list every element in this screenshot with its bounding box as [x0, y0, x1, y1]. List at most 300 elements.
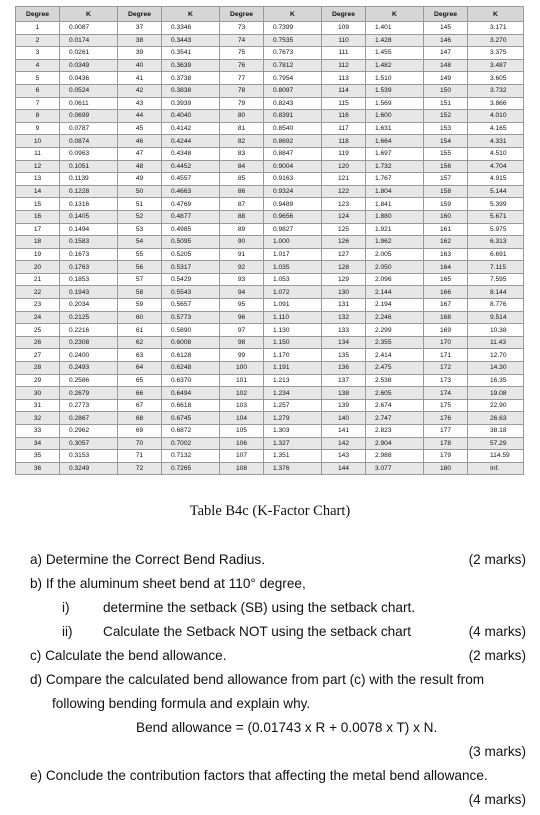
table-row — [16, 122, 524, 135]
k-factor-cell: 0.4769 — [162, 198, 220, 211]
k-factor-cell: 2.299 — [366, 324, 424, 337]
table-row — [16, 412, 524, 425]
table-row — [16, 22, 524, 35]
degree-cell: 108 — [220, 462, 264, 475]
k-factor-cell: 2.144 — [366, 286, 424, 299]
k-factor-cell: 0.8243 — [264, 97, 322, 110]
degree-cell: 142 — [322, 437, 366, 450]
k-factor-cell: 2.355 — [366, 336, 424, 349]
table-row — [16, 198, 524, 211]
degree-cell: 110 — [322, 34, 366, 47]
k-factor-cell: 3.077 — [366, 462, 424, 475]
degree-cell: 27 — [16, 349, 60, 362]
k-factor-cell: 0.4663 — [162, 185, 220, 198]
degree-cell: 119 — [322, 147, 366, 160]
degree-cell: 33 — [16, 425, 60, 438]
degree-cell: 135 — [322, 349, 366, 362]
k-factor-cell: 0.5095 — [162, 236, 220, 249]
k-factor-cell: Inf. — [468, 462, 524, 475]
k-factor-cell: 0.7812 — [264, 59, 322, 72]
k-factor-cell: 3.605 — [468, 72, 524, 85]
degree-cell: 175 — [424, 399, 468, 412]
degree-cell: 172 — [424, 362, 468, 375]
k-factor-cell: 3.487 — [468, 59, 524, 72]
k-factor-cell: 1.130 — [264, 324, 322, 337]
degree-cell: 99 — [220, 349, 264, 362]
k-factor-cell: 0.7954 — [264, 72, 322, 85]
degree-cell: 145 — [424, 22, 468, 35]
table-row — [16, 336, 524, 349]
k-factor-cell: 1.376 — [264, 462, 322, 475]
k-factor-cell: 0.5317 — [162, 261, 220, 274]
table-row — [16, 437, 524, 450]
column-header-degree: Degree — [118, 7, 162, 22]
degree-cell: 38 — [118, 34, 162, 47]
k-factor-cell: 0.2493 — [60, 362, 118, 375]
k-factor-cell: 0.1494 — [60, 223, 118, 236]
k-factor-cell: 0.3153 — [60, 450, 118, 463]
degree-cell: 80 — [220, 110, 264, 123]
table-row — [16, 223, 524, 236]
degree-cell: 12 — [16, 160, 60, 173]
k-factor-cell: 0.1228 — [60, 185, 118, 198]
degree-cell: 176 — [424, 412, 468, 425]
degree-cell: 5 — [16, 72, 60, 85]
k-factor-cell: 1.962 — [366, 236, 424, 249]
degree-cell: 22 — [16, 286, 60, 299]
k-factor-cell: 1.539 — [366, 84, 424, 97]
k-factor-cell: 16.35 — [468, 374, 524, 387]
degree-cell: 101 — [220, 374, 264, 387]
k-factor-cell: 26.63 — [468, 412, 524, 425]
k-factor-cell: 1.110 — [264, 311, 322, 324]
k-factor-cell: 5.144 — [468, 185, 524, 198]
degree-cell: 29 — [16, 374, 60, 387]
k-factor-cell: 0.7132 — [162, 450, 220, 463]
degree-cell: 139 — [322, 399, 366, 412]
degree-cell: 89 — [220, 223, 264, 236]
k-factor-table — [15, 6, 524, 475]
question-d-marks: (3 marks) — [468, 744, 526, 759]
k-factor-cell: 0.9656 — [264, 210, 322, 223]
k-factor-cell: 0.2034 — [60, 299, 118, 312]
k-factor-cell: 0.4348 — [162, 147, 220, 160]
degree-cell: 48 — [118, 160, 162, 173]
degree-cell: 2 — [16, 34, 60, 47]
k-factor-cell: 0.8391 — [264, 110, 322, 123]
k-factor-cell: 0.2308 — [60, 336, 118, 349]
degree-cell: 68 — [118, 412, 162, 425]
k-factor-cell: 0.2679 — [60, 387, 118, 400]
degree-cell: 76 — [220, 59, 264, 72]
degree-cell: 171 — [424, 349, 468, 362]
degree-cell: 153 — [424, 122, 468, 135]
k-factor-cell: 1.921 — [366, 223, 424, 236]
degree-cell: 165 — [424, 273, 468, 286]
k-factor-cell: 7.595 — [468, 273, 524, 286]
question-b-i-number: i) — [62, 600, 70, 615]
column-header-degree: Degree — [424, 7, 468, 22]
degree-cell: 150 — [424, 84, 468, 97]
degree-cell: 3 — [16, 47, 60, 60]
degree-cell: 113 — [322, 72, 366, 85]
k-factor-cell: 1.880 — [366, 210, 424, 223]
degree-cell: 123 — [322, 198, 366, 211]
k-factor-cell: 0.2216 — [60, 324, 118, 337]
k-factor-cell: 2.475 — [366, 362, 424, 375]
table-row — [16, 286, 524, 299]
degree-cell: 118 — [322, 135, 366, 148]
degree-cell: 102 — [220, 387, 264, 400]
k-factor-cell: 0.0611 — [60, 97, 118, 110]
k-factor-cell: 1.035 — [264, 261, 322, 274]
degree-cell: 36 — [16, 462, 60, 475]
column-header-degree: Degree — [322, 7, 366, 22]
degree-cell: 11 — [16, 147, 60, 160]
degree-cell: 178 — [424, 437, 468, 450]
k-factor-cell: 0.0699 — [60, 110, 118, 123]
degree-cell: 25 — [16, 324, 60, 337]
k-factor-cell: 0.5657 — [162, 299, 220, 312]
degree-cell: 98 — [220, 336, 264, 349]
k-factor-cell: 0.2867 — [60, 412, 118, 425]
degree-cell: 41 — [118, 72, 162, 85]
k-factor-cell: 0.0087 — [60, 22, 118, 35]
degree-cell: 74 — [220, 34, 264, 47]
degree-cell: 126 — [322, 236, 366, 249]
k-factor-cell: 1.732 — [366, 160, 424, 173]
column-header-degree: Degree — [220, 7, 264, 22]
k-factor-cell: 3.732 — [468, 84, 524, 97]
table-row — [16, 261, 524, 274]
table-row — [16, 311, 524, 324]
degree-cell: 93 — [220, 273, 264, 286]
degree-cell: 170 — [424, 336, 468, 349]
k-factor-cell: 0.6248 — [162, 362, 220, 375]
question-d-line-2: following bending formula and explain why. — [52, 696, 311, 711]
k-factor-cell: 7.115 — [468, 261, 524, 274]
degree-cell: 4 — [16, 59, 60, 72]
column-header-k: K — [366, 7, 424, 22]
table-row — [16, 399, 524, 412]
degree-cell: 127 — [322, 248, 366, 261]
degree-cell: 59 — [118, 299, 162, 312]
k-factor-cell: 4.704 — [468, 160, 524, 173]
k-factor-cell: 1.191 — [264, 362, 322, 375]
k-factor-cell: 0.6618 — [162, 399, 220, 412]
k-factor-cell: 2.414 — [366, 349, 424, 362]
degree-cell: 62 — [118, 336, 162, 349]
k-factor-cell: 1.150 — [264, 336, 322, 349]
degree-cell: 106 — [220, 437, 264, 450]
k-factor-cell: 0.0436 — [60, 72, 118, 85]
k-factor-cell: 0.1673 — [60, 248, 118, 261]
degree-cell: 70 — [118, 437, 162, 450]
k-factor-cell: 2.096 — [366, 273, 424, 286]
table-row — [16, 349, 524, 362]
k-factor-cell: 0.3738 — [162, 72, 220, 85]
degree-cell: 44 — [118, 110, 162, 123]
degree-cell: 84 — [220, 160, 264, 173]
k-factor-cell: 0.7535 — [264, 34, 322, 47]
table-row — [16, 97, 524, 110]
k-factor-cell: 1.303 — [264, 425, 322, 438]
degree-cell: 136 — [322, 362, 366, 375]
degree-cell: 112 — [322, 59, 366, 72]
k-factor-cell: 1.091 — [264, 299, 322, 312]
degree-cell: 78 — [220, 84, 264, 97]
k-factor-cell: 0.2400 — [60, 349, 118, 362]
k-factor-cell: 1.170 — [264, 349, 322, 362]
degree-cell: 69 — [118, 425, 162, 438]
degree-cell: 8 — [16, 110, 60, 123]
degree-cell: 133 — [322, 324, 366, 337]
k-factor-cell: 1.804 — [366, 185, 424, 198]
degree-cell: 152 — [424, 110, 468, 123]
degree-cell: 17 — [16, 223, 60, 236]
k-factor-cell: 2.194 — [366, 299, 424, 312]
table-row — [16, 84, 524, 97]
degree-cell: 19 — [16, 248, 60, 261]
k-factor-cell: 0.9489 — [264, 198, 322, 211]
k-factor-cell: 0.0261 — [60, 47, 118, 60]
table-row — [16, 362, 524, 375]
degree-cell: 65 — [118, 374, 162, 387]
degree-cell: 91 — [220, 248, 264, 261]
k-factor-cell: 1.841 — [366, 198, 424, 211]
question-d-line-1: d) Compare the calculated bend allowance from part (c) with the result from — [30, 672, 485, 687]
k-factor-cell: 0.3939 — [162, 97, 220, 110]
k-factor-cell: 2.674 — [366, 399, 424, 412]
degree-cell: 28 — [16, 362, 60, 375]
degree-cell: 160 — [424, 210, 468, 223]
k-factor-cell: 0.7002 — [162, 437, 220, 450]
table-row — [16, 462, 524, 475]
k-factor-cell: 0.1316 — [60, 198, 118, 211]
table-row — [16, 387, 524, 400]
k-factor-cell: 0.4040 — [162, 110, 220, 123]
degree-cell: 50 — [118, 185, 162, 198]
degree-cell: 71 — [118, 450, 162, 463]
degree-cell: 16 — [16, 210, 60, 223]
degree-cell: 97 — [220, 324, 264, 337]
k-factor-cell: 0.3838 — [162, 84, 220, 97]
degree-cell: 6 — [16, 84, 60, 97]
degree-cell: 60 — [118, 311, 162, 324]
k-factor-cell: 12.70 — [468, 349, 524, 362]
k-factor-cell: 5.399 — [468, 198, 524, 211]
degree-cell: 141 — [322, 425, 366, 438]
degree-cell: 163 — [424, 248, 468, 261]
k-factor-cell: 0.3057 — [60, 437, 118, 450]
question-c-marks: (2 marks) — [468, 648, 526, 663]
column-header-k: K — [162, 7, 220, 22]
k-factor-cell: 0.1943 — [60, 286, 118, 299]
degree-cell: 137 — [322, 374, 366, 387]
k-factor-cell: 4.010 — [468, 110, 524, 123]
k-factor-cell: 0.2773 — [60, 399, 118, 412]
table-row — [16, 185, 524, 198]
table-row — [16, 236, 524, 249]
k-factor-cell: 1.017 — [264, 248, 322, 261]
degree-cell: 10 — [16, 135, 60, 148]
degree-cell: 180 — [424, 462, 468, 475]
degree-cell: 103 — [220, 399, 264, 412]
k-factor-cell: 2.747 — [366, 412, 424, 425]
k-factor-cell: 0.4985 — [162, 223, 220, 236]
k-factor-cell: 1.664 — [366, 135, 424, 148]
degree-cell: 75 — [220, 47, 264, 60]
k-factor-cell: 3.375 — [468, 47, 524, 60]
k-factor-cell: 1.767 — [366, 173, 424, 186]
k-factor-cell: 4.331 — [468, 135, 524, 148]
degree-cell: 72 — [118, 462, 162, 475]
question-b-ii-number: ii) — [62, 624, 73, 639]
degree-cell: 83 — [220, 147, 264, 160]
degree-cell: 125 — [322, 223, 366, 236]
k-factor-cell: 0.6872 — [162, 425, 220, 438]
table-row — [16, 72, 524, 85]
k-factor-cell: 0.7399 — [264, 22, 322, 35]
degree-cell: 13 — [16, 173, 60, 186]
table-row — [16, 34, 524, 47]
degree-cell: 166 — [424, 286, 468, 299]
k-factor-cell: 1.510 — [366, 72, 424, 85]
degree-cell: 56 — [118, 261, 162, 274]
degree-cell: 90 — [220, 236, 264, 249]
k-factor-cell: 2.904 — [366, 437, 424, 450]
question-e: e) Conclude the contribution factors that affecting the metal bend allowance. — [30, 768, 488, 783]
degree-cell: 35 — [16, 450, 60, 463]
degree-cell: 77 — [220, 72, 264, 85]
degree-cell: 159 — [424, 198, 468, 211]
question-b: b) If the aluminum sheet bend at 110° degree, — [30, 576, 306, 591]
degree-cell: 149 — [424, 72, 468, 85]
k-factor-cell: 0.5543 — [162, 286, 220, 299]
k-factor-cell: 1.279 — [264, 412, 322, 425]
degree-cell: 30 — [16, 387, 60, 400]
degree-cell: 148 — [424, 59, 468, 72]
degree-cell: 58 — [118, 286, 162, 299]
k-factor-cell: 0.3346 — [162, 22, 220, 35]
k-factor-cell: 9.514 — [468, 311, 524, 324]
degree-cell: 46 — [118, 135, 162, 148]
k-factor-cell: 1.455 — [366, 47, 424, 60]
degree-cell: 24 — [16, 311, 60, 324]
k-factor-cell: 2.823 — [366, 425, 424, 438]
k-factor-cell: 1.569 — [366, 97, 424, 110]
degree-cell: 130 — [322, 286, 366, 299]
k-factor-cell: 0.1763 — [60, 261, 118, 274]
table-row — [16, 273, 524, 286]
question-b-ii: Calculate the Setback NOT using the setback chart — [103, 624, 412, 639]
k-factor-cell: 6.313 — [468, 236, 524, 249]
k-factor-cell: 0.5429 — [162, 273, 220, 286]
degree-cell: 49 — [118, 173, 162, 186]
k-factor-cell: 5.671 — [468, 210, 524, 223]
degree-cell: 95 — [220, 299, 264, 312]
k-factor-cell: 8.776 — [468, 299, 524, 312]
k-factor-cell: 0.8540 — [264, 122, 322, 135]
k-factor-cell: 0.6128 — [162, 349, 220, 362]
table-row — [16, 59, 524, 72]
degree-cell: 45 — [118, 122, 162, 135]
degree-cell: 157 — [424, 173, 468, 186]
k-factor-cell: 2.246 — [366, 311, 424, 324]
degree-cell: 85 — [220, 173, 264, 186]
k-factor-cell: 1.401 — [366, 22, 424, 35]
k-factor-cell: 3.866 — [468, 97, 524, 110]
degree-cell: 122 — [322, 185, 366, 198]
bend-allowance-formula: Bend allowance = (0.01743 x R + 0.0078 x T) x N. — [136, 720, 438, 735]
k-factor-cell: 0.0874 — [60, 135, 118, 148]
k-factor-cell: 0.4557 — [162, 173, 220, 186]
question-b-marks: (4 marks) — [468, 624, 526, 639]
degree-cell: 32 — [16, 412, 60, 425]
k-factor-cell: 1.351 — [264, 450, 322, 463]
k-factor-cell: 1.327 — [264, 437, 322, 450]
k-factor-cell: 0.4244 — [162, 135, 220, 148]
k-factor-cell: 0.9163 — [264, 173, 322, 186]
k-factor-cell: 1.000 — [264, 236, 322, 249]
k-factor-cell: 1.600 — [366, 110, 424, 123]
degree-cell: 14 — [16, 185, 60, 198]
degree-cell: 94 — [220, 286, 264, 299]
table-row — [16, 147, 524, 160]
k-factor-cell: 0.5205 — [162, 248, 220, 261]
degree-cell: 79 — [220, 97, 264, 110]
degree-cell: 156 — [424, 160, 468, 173]
degree-cell: 64 — [118, 362, 162, 375]
degree-cell: 109 — [322, 22, 366, 35]
question-c: c) Calculate the bend allowance. — [30, 648, 227, 663]
k-factor-cell: 0.1853 — [60, 273, 118, 286]
k-factor-cell: 0.0174 — [60, 34, 118, 47]
degree-cell: 53 — [118, 223, 162, 236]
degree-cell: 34 — [16, 437, 60, 450]
degree-cell: 154 — [424, 135, 468, 148]
k-factor-cell: 0.1405 — [60, 210, 118, 223]
k-factor-cell: 0.6008 — [162, 336, 220, 349]
k-factor-cell: 0.1583 — [60, 236, 118, 249]
degree-cell: 40 — [118, 59, 162, 72]
k-factor-cell: 10.38 — [468, 324, 524, 337]
question-e-marks: (4 marks) — [468, 792, 526, 807]
degree-cell: 121 — [322, 173, 366, 186]
degree-cell: 55 — [118, 248, 162, 261]
degree-cell: 66 — [118, 387, 162, 400]
degree-cell: 129 — [322, 273, 366, 286]
k-factor-cell: 1.234 — [264, 387, 322, 400]
degree-cell: 47 — [118, 147, 162, 160]
k-factor-cell: 19.08 — [468, 387, 524, 400]
degree-cell: 20 — [16, 261, 60, 274]
degree-cell: 168 — [424, 311, 468, 324]
k-factor-cell: 0.2125 — [60, 311, 118, 324]
degree-cell: 54 — [118, 236, 162, 249]
table-row — [16, 299, 524, 312]
degree-cell: 147 — [424, 47, 468, 60]
degree-cell: 92 — [220, 261, 264, 274]
k-factor-cell: 0.0524 — [60, 84, 118, 97]
degree-cell: 174 — [424, 387, 468, 400]
k-factor-cell: 2.605 — [366, 387, 424, 400]
degree-cell: 86 — [220, 185, 264, 198]
degree-cell: 1 — [16, 22, 60, 35]
table-row — [16, 110, 524, 123]
table-row — [16, 135, 524, 148]
degree-cell: 111 — [322, 47, 366, 60]
